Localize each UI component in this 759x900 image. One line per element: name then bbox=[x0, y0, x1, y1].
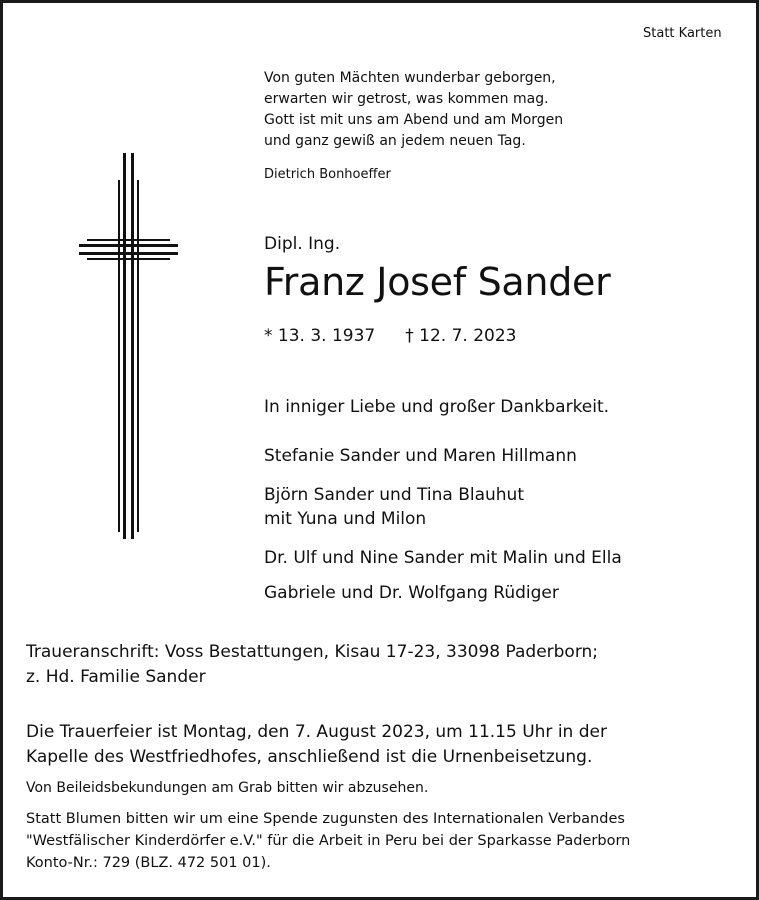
ceremony-line: Kapelle des Westfriedhofes, anschließend ist die Urnenbeisetzung. bbox=[26, 747, 593, 767]
donation-line: Statt Blumen bitten wir um eine Spende zugunsten des Internationalen Verbandes bbox=[26, 811, 625, 827]
address-line: Traueranschrift: Voss Bestattungen, Kisau 17-23, 33098 Paderborn; bbox=[26, 642, 599, 662]
cross-icon bbox=[79, 153, 179, 543]
mourner-line: Björn Sander und Tina Blauhut bbox=[264, 485, 524, 505]
mourner-line: Dr. Ulf und Nine Sander mit Malin und Ella bbox=[264, 548, 622, 568]
life-dates bbox=[264, 326, 516, 346]
poem bbox=[264, 68, 563, 152]
mourner-group bbox=[264, 444, 577, 468]
mourner-line: mit Yuna und Milon bbox=[264, 509, 427, 529]
mourner-line: Gabriele und Dr. Wolfgang Rüdiger bbox=[264, 583, 559, 603]
poem-line: Von guten Mächten wunderbar geborgen, bbox=[264, 70, 556, 86]
birth-date: * 13. 3. 1937 bbox=[264, 326, 376, 346]
donation-line: Konto-Nr.: 729 (BLZ. 472 501 01). bbox=[26, 855, 271, 871]
death-date: † 12. 7. 2023 bbox=[405, 326, 517, 346]
poem-line: Gott ist mit uns am Abend und am Morgen bbox=[264, 112, 564, 128]
mourner-group bbox=[264, 483, 524, 531]
donation-request bbox=[26, 808, 630, 874]
ceremony-line: Die Trauerfeier ist Montag, den 7. August 2023, um 11.15 Uhr in der bbox=[26, 722, 607, 742]
mourning-address bbox=[26, 640, 598, 690]
statt-karten-note: Statt Karten bbox=[643, 26, 722, 41]
mourner-group bbox=[264, 581, 559, 605]
mourner-line: Stefanie Sander und Maren Hillmann bbox=[264, 446, 577, 466]
mourner-group bbox=[264, 546, 622, 570]
donation-line: "Westfälischer Kinderdörfer e.V." für die Arbeit in Peru bei der Sparkasse Paderborn bbox=[26, 833, 631, 849]
address-line: z. Hd. Familie Sander bbox=[26, 667, 206, 687]
poem-line: und ganz gewiß an jedem neuen Tag. bbox=[264, 133, 526, 149]
poem-author: Dietrich Bonhoeffer bbox=[264, 167, 391, 182]
poem-line: erwarten wir getrost, was kommen mag. bbox=[264, 91, 549, 107]
mourners-intro: In inniger Liebe und großer Dankbarkeit. bbox=[264, 397, 610, 417]
condolences-note: Von Beileidsbekundungen am Grab bitten wir abzusehen. bbox=[26, 780, 429, 796]
funeral-ceremony bbox=[26, 720, 607, 770]
academic-title: Dipl. Ing. bbox=[264, 234, 341, 254]
deceased-name: Franz Josef Sander bbox=[264, 260, 611, 304]
